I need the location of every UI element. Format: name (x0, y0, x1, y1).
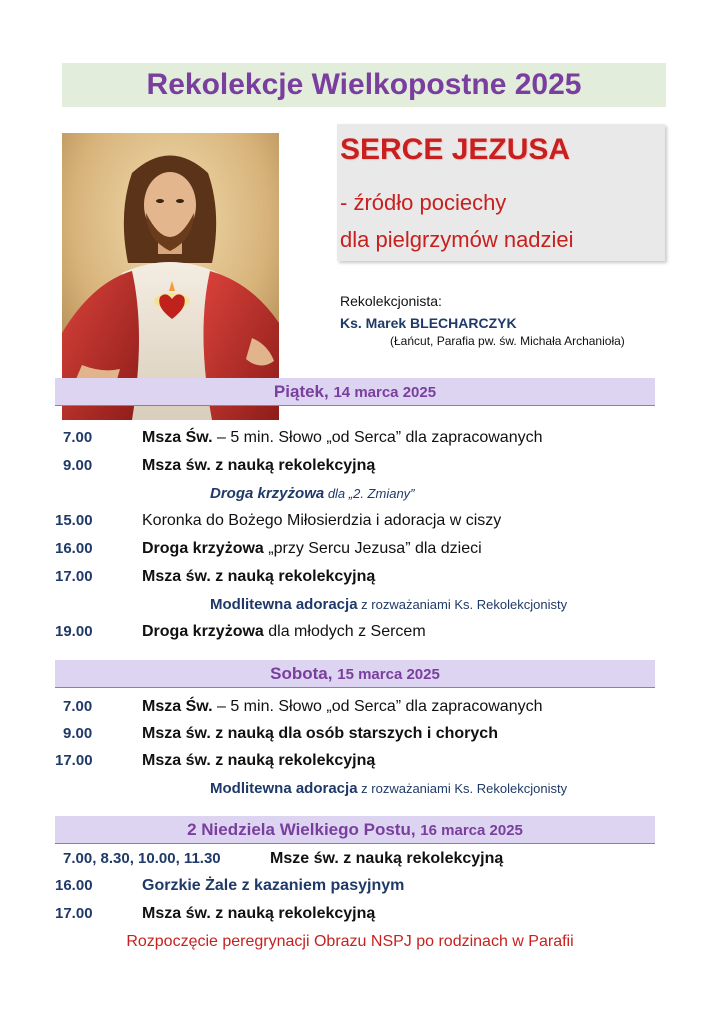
row-event-bold: Droga krzyżowa (142, 623, 264, 640)
schedule-row (0, 905, 725, 929)
row-time: 19.00 (55, 623, 93, 640)
row-event-bold: Droga krzyżowa (142, 540, 264, 557)
theme-subtitle-2: dla pielgrzymów nadziei (340, 227, 574, 252)
sacred-heart-portrait (62, 133, 279, 420)
theme-title: SERCE JEZUSA (340, 133, 571, 166)
row-event-bold: Msza św. z nauką rekolekcyjną (142, 457, 376, 474)
schedule-subrow (0, 596, 725, 620)
preacher-parish: (Łańcut, Parafia pw. św. Michała Archanioła) (390, 334, 625, 348)
row-event-bold: Msza św. z nauką dla osób starszych i chorych (142, 725, 498, 742)
row-event-bold: Msza św. z nauką rekolekcyjną (142, 752, 376, 769)
schedule-row (0, 850, 725, 874)
row-time: 9.00 (63, 457, 93, 474)
row-event-text: z rozważaniami Ks. Rekolekcjonisty (357, 781, 568, 796)
row-time: 16.00 (55, 540, 93, 557)
schedule-row (0, 698, 725, 722)
row-event-text: – 5 min. Słowo „od Serca” dla zapracowanych (212, 429, 543, 446)
row-event-text: „przy Sercu Jezusa” dla dzieci (263, 540, 482, 557)
row-time: 17.00 (55, 905, 93, 922)
row-event-bold: Msza Św. (142, 698, 213, 715)
row-event-bold: Modlitewna adoracja (210, 596, 358, 613)
row-time: 7.00 (63, 698, 93, 715)
row-time: 17.00 (55, 752, 93, 769)
row-event-text: z rozważaniami Ks. Rekolekcjonisty (357, 597, 568, 612)
schedule-row (0, 752, 725, 776)
sunday-header (55, 816, 655, 844)
saturday-date: 15 marca 2025 (337, 666, 440, 683)
row-time: 7.00, 8.30, 10.00, 11.30 (63, 850, 221, 867)
schedule-subrow (0, 485, 725, 509)
friday-date: 14 marca 2025 (333, 384, 437, 401)
row-event-bold: Modlitewna adoracja (210, 780, 358, 797)
row-time: 16.00 (55, 877, 93, 894)
schedule-row (0, 429, 725, 453)
preacher-label: Rekolekcjonista: (340, 293, 442, 309)
row-time: 7.00 (63, 429, 93, 446)
schedule-subrow (0, 780, 725, 804)
schedule-row (0, 512, 725, 536)
row-event-bold: Msza Św. (142, 429, 213, 446)
row-event-text: dla młodych z Sercem (263, 623, 426, 640)
saturday-day: Sobota, (270, 664, 333, 683)
row-event-text: – 5 min. Słowo „od Serca” dla zapracowanych (212, 698, 543, 715)
row-event-bold: Gorzkie Żale z kazaniem pasyjnym (142, 877, 405, 894)
schedule-row (0, 623, 725, 647)
row-time: 15.00 (55, 512, 93, 529)
schedule-row (0, 540, 725, 564)
theme-subtitle-1: - źródło pociechy (340, 190, 507, 215)
row-event-text: Koronka do Bożego Miłosierdzia i adoracja w ciszy (142, 512, 502, 529)
friday-header (55, 378, 655, 406)
schedule-row (0, 568, 725, 592)
row-time: 9.00 (63, 725, 93, 742)
preacher-name: Ks. Marek BLECHARCZYK (340, 315, 517, 331)
schedule-row (0, 457, 725, 481)
friday-day: Piątek, (273, 382, 329, 401)
sunday-day: 2 Niedziela Wielkiego Postu, (187, 820, 416, 839)
schedule-row (0, 877, 725, 901)
row-event-text: dla „2. Zmiany” (324, 486, 415, 501)
sunday-date: 16 marca 2025 (420, 822, 523, 839)
row-time: 17.00 (55, 568, 93, 585)
row-event-bold: Msze św. z nauką rekolekcyjną (270, 850, 504, 867)
page-title: Rekolekcje Wielkopostne 2025 (146, 68, 582, 101)
row-event-bold: Msza św. z nauką rekolekcyjną (142, 905, 376, 922)
row-event-bold: Droga krzyżowa (210, 485, 325, 502)
saturday-header (55, 660, 655, 688)
row-event-bold: Msza św. z nauką rekolekcyjną (142, 568, 376, 585)
footer-note: Rozpoczęcie peregrynacji Obrazu NSPJ po rodzinach w Parafii (126, 933, 574, 950)
schedule-row (0, 725, 725, 749)
